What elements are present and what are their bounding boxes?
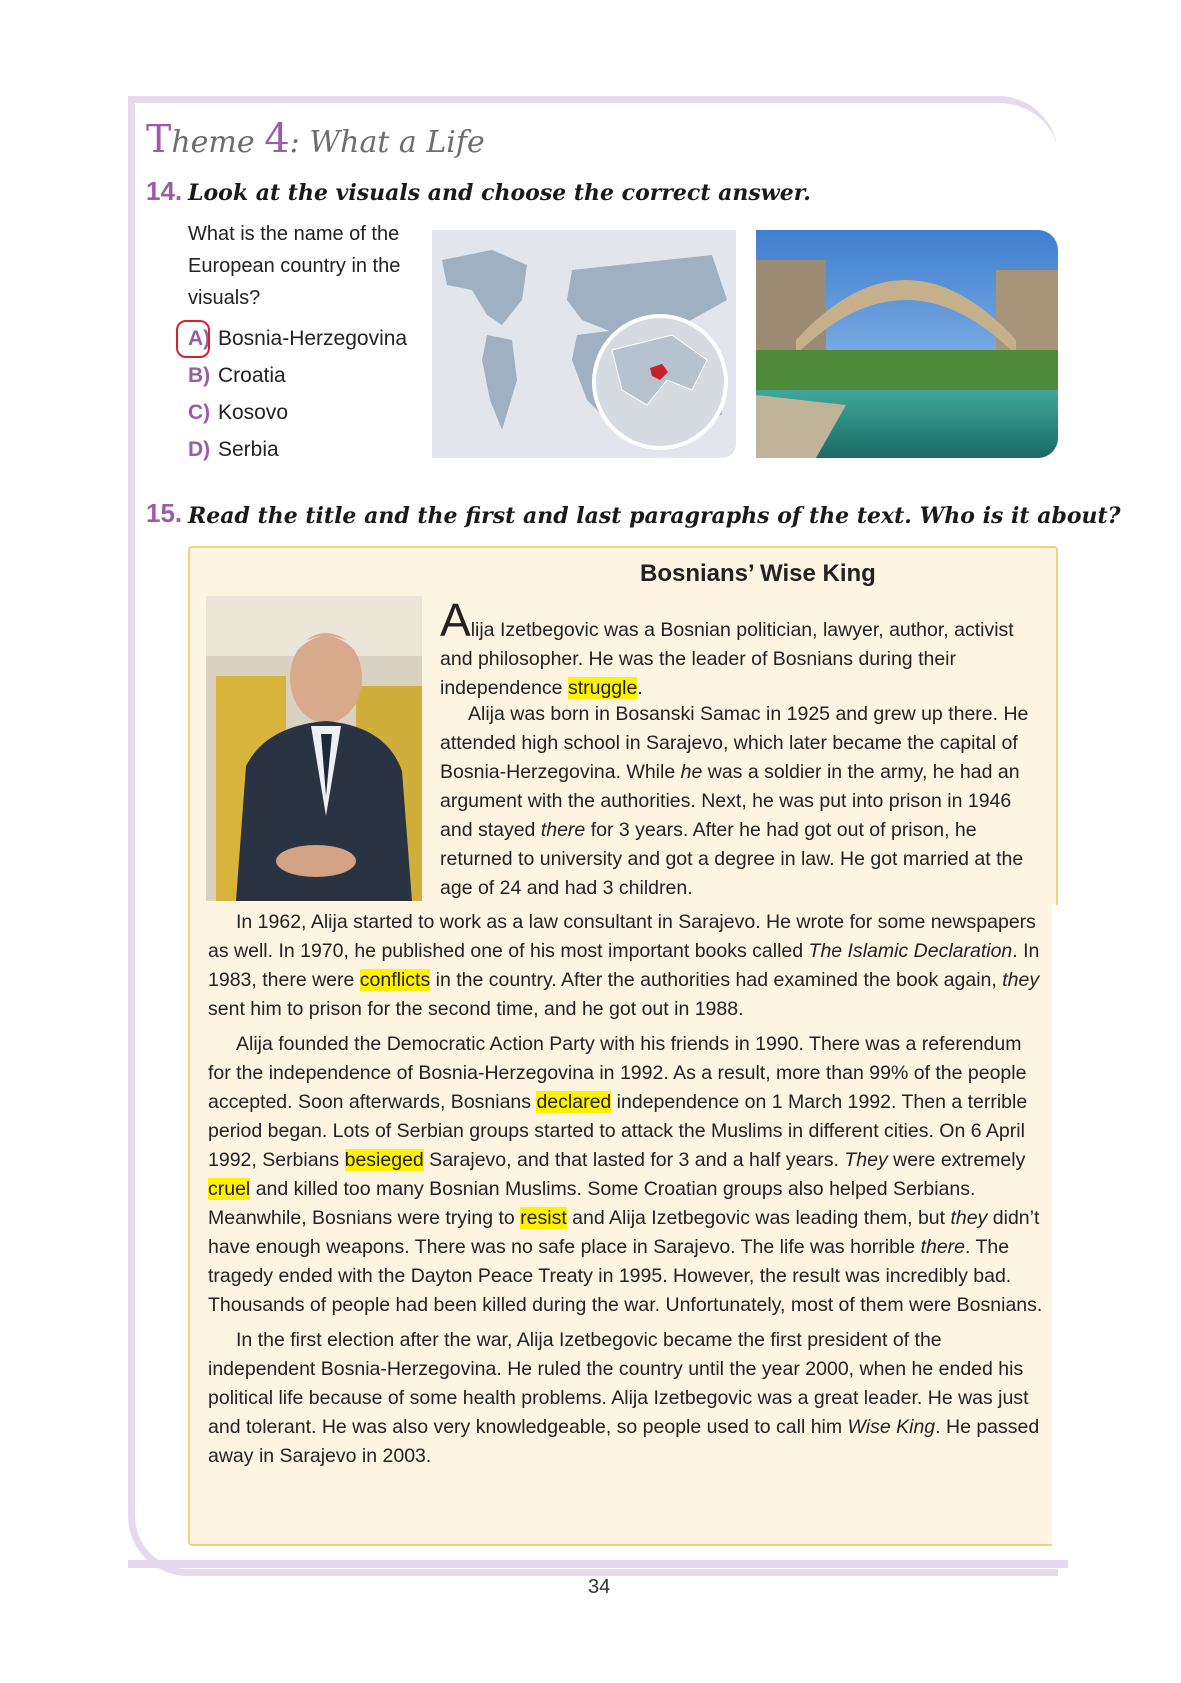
selected-circle	[176, 320, 210, 358]
bridge-photo	[756, 230, 1058, 458]
option-letter: A)	[188, 327, 218, 351]
paragraphs-body	[208, 908, 1043, 1477]
page-number: 34	[588, 1576, 611, 1598]
option-text: Kosovo	[218, 400, 289, 424]
theme-header	[146, 116, 485, 162]
option-c[interactable]	[188, 394, 407, 431]
theme-initial: T	[146, 117, 172, 161]
option-b[interactable]	[188, 357, 407, 394]
option-text: Serbia	[218, 437, 279, 461]
option-d[interactable]	[188, 431, 407, 468]
article-title: Bosnians’ Wise King	[640, 560, 876, 587]
option-a[interactable]	[188, 320, 407, 357]
option-letter: C)	[188, 400, 211, 424]
paragraph-4: Alija founded the Democratic Action Party with his friends in 1990. There was a referendum for the independence of Bosnia-Herzegovina in 1992. As a result, more than 99% of the people accepted. Soon afterwards, Bosnians declared independence on 1 March 1992. Then a terrible period began. Lots of Serbian groups started to attack the Muslims in different cities. On 6 April 1992, Serbians besieged Sarajevo, and that lasted for 3 and a half years. They were extremely cruel and killed too many Bosnian Muslims. Some Croatian groups also helped Serbians. Meanwhile, Bosnians were trying to resist and Alija Izetbegovic was leading them, but they didn’t have enough weapons. There was no safe place in Sarajevo. The life was horrible there. The tragedy ended with the Dayton Peace Treaty in 1995. However, the result was incredibly bad. Thousands of people had been killed during the war. Unfortunately, most of them were Bosnians.	[208, 1033, 1043, 1316]
theme-title: What a Life	[309, 125, 485, 160]
option-text: Croatia	[218, 363, 286, 387]
option-letter: B)	[188, 363, 211, 387]
portrait-photo	[206, 596, 422, 901]
q15-instruction: Read the title and the first and last paragraphs of the text. Who is it about?	[188, 503, 1121, 529]
option-letter: D)	[188, 437, 211, 461]
paragraph-5: In the first election after the war, Alija Izetbegovic became the first president of the independent Bosnia-Herzegovina. He ruled the country until the year 2000, when he ended his political life because of some health problems. Alija Izetbegovic was a great leader. He was just and tolerant. He was also very knowledgeable, so people used to call him Wise King. He passed away in Sarajevo in 2003.	[208, 1329, 1040, 1467]
theme-number: 4	[264, 116, 290, 162]
bottom-rule	[128, 1560, 1068, 1568]
option-text: Bosnia-Herzegovina	[218, 326, 408, 350]
q15-number: 15.	[146, 498, 183, 528]
q14-question: What is the name of the European country in the visuals?	[188, 223, 401, 309]
paragraph-1: Alija Izetbegovic was a Bosnian politician, lawyer, author, activist and philosopher. He was the leader of Bosnians during their independence struggle.	[440, 594, 1014, 699]
q14-options	[188, 320, 407, 468]
panel-gap	[1052, 905, 1062, 1550]
q14-instruction: Look at the visuals and choose the correct answer.	[188, 180, 811, 206]
q14-number: 14.	[146, 176, 183, 206]
world-map-image	[432, 230, 736, 458]
theme-label: heme	[171, 125, 255, 160]
paragraph-3: In 1962, Alija started to work as a law consultant in Sarajevo. He wrote for some newspapers as well. In 1970, he published one of his most important books called The Islamic Declaration. In 1983, there were conflicts in the country. After the authorities had examined the book again, they sent him to prison for the second time, and he got out in 1988.	[208, 911, 1040, 1020]
theme-colon: :	[289, 125, 300, 160]
paragraph-2: Alija was born in Bosanski Samac in 1925 and grew up there. He attended high school in Sarajevo, which later became the capital of Bosnia-Herzegovina. While he was a soldier in the army, he had an argument with the authorities. Next, he was put into prison in 1946 and stayed there for 3 years. After he had got out of prison, he returned to university and got a degree in law. He got married at the age of 24 and had 3 children.	[440, 703, 1029, 899]
drop-cap: A	[440, 594, 471, 646]
highlight-word: struggle	[567, 677, 638, 699]
